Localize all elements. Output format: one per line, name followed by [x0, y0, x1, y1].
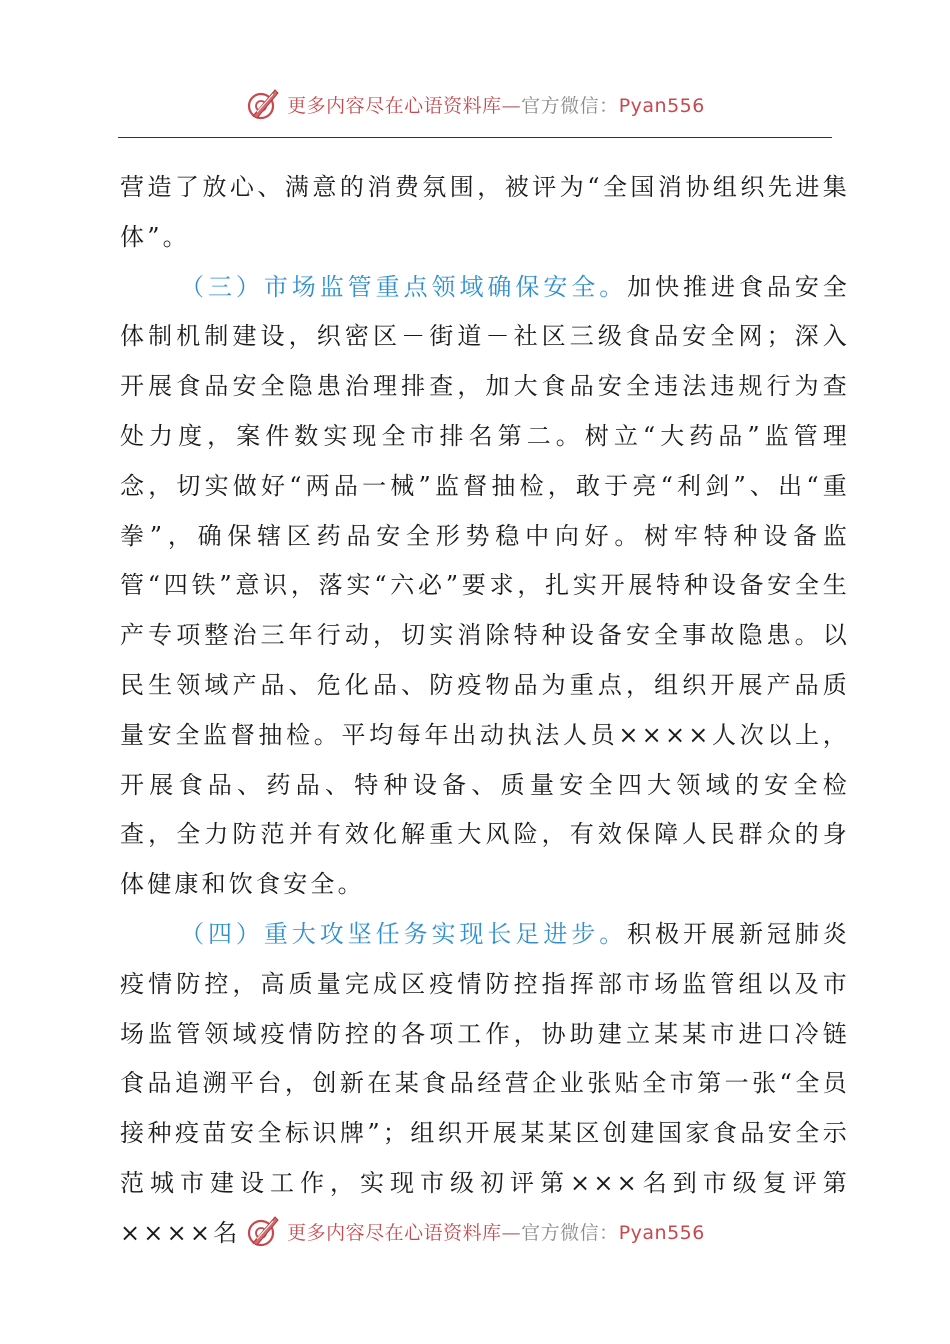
- footer-banner: [0, 1211, 950, 1251]
- section-3-heading: （三）市场监管重点领域确保安全。: [180, 272, 628, 301]
- section-3-text: 加快推进食品安全体制机制建设，织密区－街道－社区三级食品安全网；深入开展食品安全隐患治理排查，加大食品安全违法违规行为查处力度，案件数实现全市排名第二。树立“大药品”监管理念，切实做好“两品一械”监督抽检，敢于亮“利剑”、出“重拳”，确保辖区药品安全形势稳中向好。树牢特种设备监管“四铁”意识，落实“六必”要求，扎实开展特种设备安全生产专项整治三年行动，切实消除特种设备安全事故隐患。以民生领域产品、危化品、防疫物品为重点，组织开展产品质量安全监督抽检。平均每年出动执法人员××××人次以上，开展食品、药品、特种设备、质量安全四大领域的安全检查，全力防范并有效化解重大风险，有效保障人民群众的身体健康和饮食安全。: [120, 272, 850, 899]
- quill-pen-logo-icon: [245, 1213, 281, 1249]
- header-banner: [0, 84, 950, 124]
- banner-dash: —: [501, 94, 522, 117]
- paragraph-section-3: [120, 263, 850, 910]
- banner-wechat-label: 官方微信：: [521, 94, 619, 117]
- section-4-heading: （四）重大攻坚任务实现长足进步。: [180, 919, 628, 948]
- document-body: [120, 163, 850, 1259]
- footer-banner-wechat-label: 官方微信：: [521, 1221, 619, 1244]
- banner-wechat-id: Pyan556: [618, 94, 705, 117]
- section-4-text: 积极开展新冠肺炎疫情防控，高质量完成区疫情防控指挥部市场监管组以及市场监管领域疫情防控的各项工作，协助建立某某市进口冷链食品追溯平台，创新在某食品经营企业张贴全市第一张“全员接种疫苗安全标识牌”；组织开展某某区创建国家食品安全示范城市建设工作，实现市级初评第×××名到市级复评第××××名: [120, 919, 850, 1247]
- quill-pen-logo-icon: [245, 86, 281, 122]
- footer-banner-dash: —: [501, 1221, 522, 1244]
- footer-banner-wechat-id: Pyan556: [618, 1221, 705, 1244]
- paragraph-continuation: 营造了放心、满意的消费氛围，被评为“全国消协组织先进集体”。: [120, 173, 850, 251]
- banner-title: 更多内容尽在心语资料库: [287, 94, 502, 117]
- paragraph-section-4: [120, 910, 850, 1259]
- header-divider: [118, 137, 832, 138]
- footer-banner-title: 更多内容尽在心语资料库: [287, 1221, 502, 1244]
